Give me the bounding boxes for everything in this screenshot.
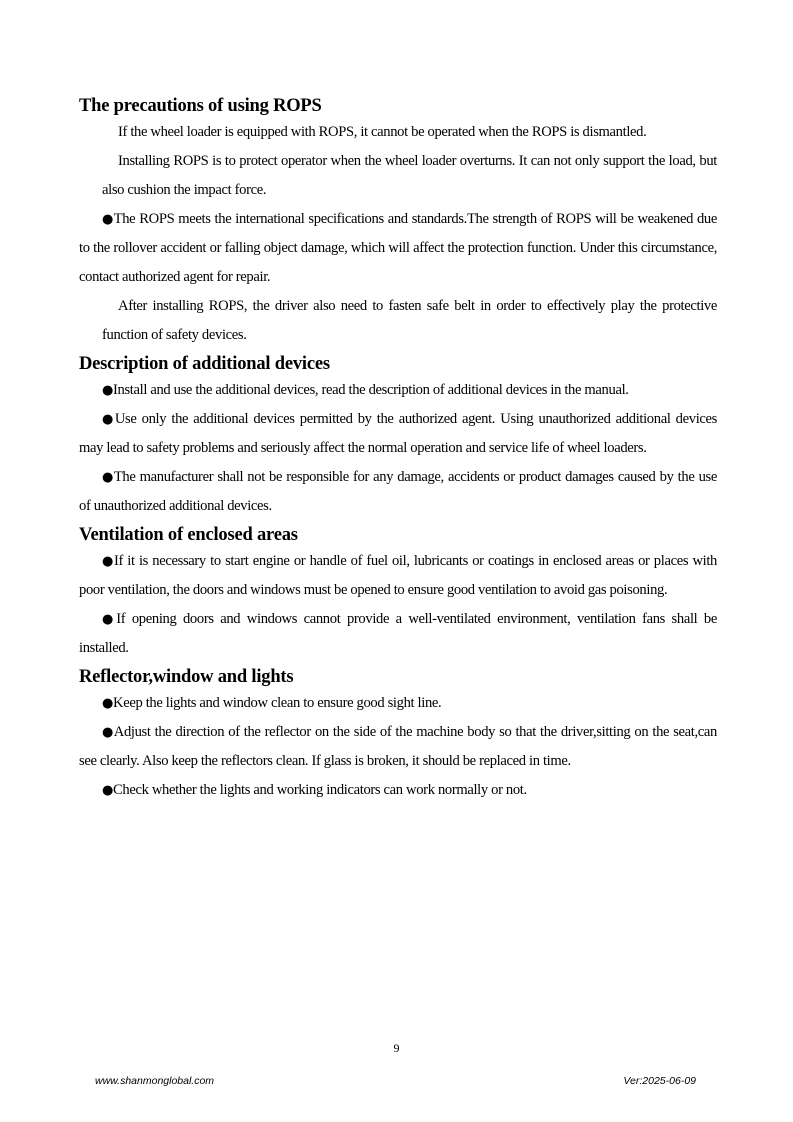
ventilation-paragraph-2 <box>79 605 717 663</box>
reflector-paragraph-3 <box>79 776 717 805</box>
footer-version: Ver:2025-06-09 <box>623 1075 696 1087</box>
heading-ventilation: Ventilation of enclosed areas <box>79 525 298 545</box>
bullet-icon: ● <box>102 383 113 398</box>
devices-paragraph-1-text: Install and use the additional devices, read the description of additional devices in the manual. <box>113 382 629 398</box>
rops-paragraph-3-text: The ROPS meets the international specifications and standards.The strength of ROPS will be weakened due to the rollover accident or falling object damage, which will affect the protection function. Under this circumstance, contact authorized agent for repair. <box>79 211 717 285</box>
heading-reflector-window-lights: Reflector,window and lights <box>79 667 294 687</box>
rops-paragraph-3 <box>79 205 717 292</box>
footer-website: www.shanmonglobal.com <box>95 1075 215 1087</box>
reflector-paragraph-3-text: Check whether the lights and working indicators can work normally or not. <box>113 782 527 798</box>
page-number: 9 <box>393 1041 400 1055</box>
devices-paragraph-3-text: The manufacturer shall not be responsible for any damage, accidents or product damages caused by the use of unauthorized additional devices. <box>79 469 717 514</box>
devices-paragraph-1 <box>79 376 717 405</box>
bullet-icon: ● <box>102 554 114 569</box>
rops-paragraph-2: Installing ROPS is to protect operator when the wheel loader overturns. It can not only support the load, but also cushion the impact force. <box>102 153 717 198</box>
ventilation-paragraph-2-text: If opening doors and windows cannot provide a well-ventilated environment, ventilation fans shall be installed. <box>79 611 718 656</box>
reflector-paragraph-2-text: Adjust the direction of the reflector on the side of the machine body so that the driver,sitting on the seat,can see clearly. Also keep the reflectors clean. If glass is broken, it should be replaced in time. <box>79 724 718 769</box>
bullet-icon: ● <box>102 783 113 798</box>
devices-paragraph-3 <box>79 463 717 521</box>
bullet-icon: ● <box>102 725 114 740</box>
reflector-paragraph-1-text: Keep the lights and window clean to ensure good sight line. <box>113 695 442 711</box>
rops-paragraph-4: After installing ROPS, the driver also need to fasten safe belt in order to effectively play the protective function of safety devices. <box>102 298 717 343</box>
devices-paragraph-2-text: Use only the additional devices permitted by the authorized agent. Using unauthorized additional devices may lead to safety problems and seriously affect the normal operation and service life of wheel loaders. <box>79 411 717 456</box>
bullet-icon: ● <box>102 212 114 227</box>
bullet-icon: ● <box>102 412 115 427</box>
rops-paragraph-1: If the wheel loader is equipped with ROPS, it cannot be operated when the ROPS is dismantled. <box>118 124 647 140</box>
devices-paragraph-2 <box>79 405 717 463</box>
bullet-icon: ● <box>102 470 114 485</box>
heading-rops-precautions: The precautions of using ROPS <box>79 96 322 116</box>
reflector-paragraph-2 <box>79 718 717 776</box>
page-content <box>79 92 717 805</box>
bullet-icon: ● <box>102 696 113 711</box>
reflector-paragraph-1 <box>79 689 717 718</box>
ventilation-paragraph-1-text: If it is necessary to start engine or handle of fuel oil, lubricants or coatings in enclosed areas or places with poor ventilation, the doors and windows must be opened to ensure good ventilation to avoid gas poisoning. <box>79 553 717 598</box>
ventilation-paragraph-1 <box>79 547 717 605</box>
heading-additional-devices: Description of additional devices <box>79 354 330 374</box>
bullet-icon: ● <box>102 612 117 627</box>
